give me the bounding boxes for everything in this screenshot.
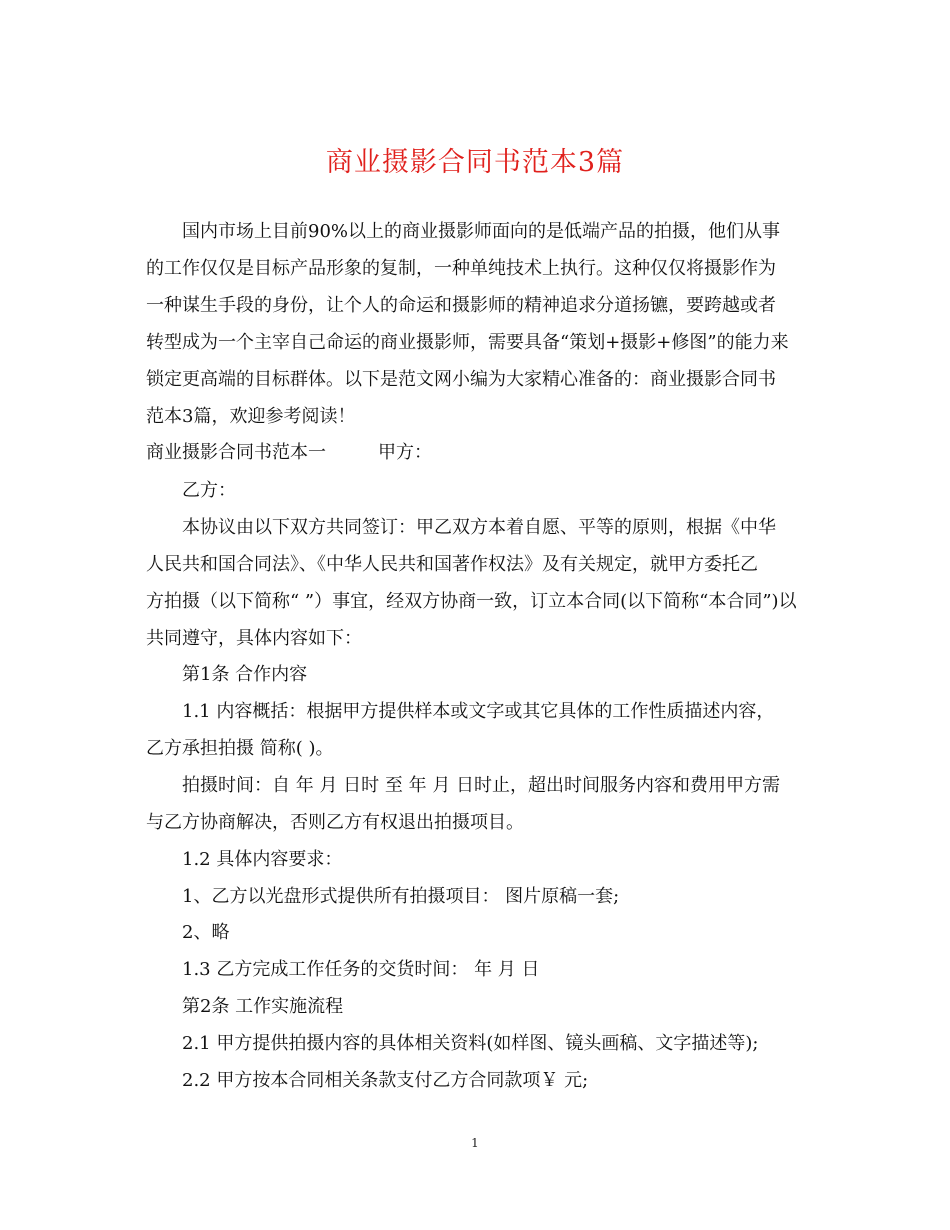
item-1-1-line-2: 乙方承担拍摄 简称( )。 bbox=[146, 738, 334, 759]
document-title: 商业摄影合同书范本3篇 bbox=[325, 147, 625, 178]
intro-line-1: 国内市场上目前90%以上的商业摄影师面向的是低端产品的拍摄，他们从事 bbox=[182, 221, 781, 242]
article-1-title: 第1条 合作内容 bbox=[182, 664, 308, 685]
item-1-3: 1.3 乙方完成工作任务的交货时间： 年 月 日 bbox=[182, 959, 540, 980]
party-b-label: 乙方： bbox=[182, 480, 236, 501]
agreement-line-4: 共同遵守，具体内容如下： bbox=[146, 628, 362, 649]
requirement-1: 1、乙方以光盘形式提供所有拍摄项目： 图片原稿一套; bbox=[182, 886, 620, 907]
agreement-line-3: 方拍摄（以下简称“ ”）事宜，经双方协商一致，订立本合同(以下简称“本合同”)以 bbox=[146, 591, 797, 612]
article-2-title: 第2条 工作实施流程 bbox=[182, 996, 344, 1017]
page-number: 1 bbox=[471, 1136, 479, 1150]
intro-line-3: 一种谋生手段的身份，让个人的命运和摄影师的精神追求分道扬镳，要跨越或者 bbox=[146, 295, 776, 316]
shooting-time-line-1: 拍摄时间：自 年 月 日时 至 年 月 日时止，超出时间服务内容和费用甲方需 bbox=[182, 775, 781, 796]
item-2-2: 2.2 甲方按本合同相关条款支付乙方合同款项￥ 元; bbox=[182, 1070, 589, 1091]
intro-line-6: 范本3篇，欢迎参考阅读！ bbox=[146, 406, 356, 427]
shooting-time-line-2: 与乙方协商解决，否则乙方有权退出拍摄项目。 bbox=[146, 812, 524, 833]
requirement-2: 2、略 bbox=[182, 922, 230, 943]
contract-heading-row bbox=[146, 440, 432, 466]
intro-line-4: 转型成为一个主宰自己命运的商业摄影师，需要具备“策划+摄影+修图”的能力来 bbox=[146, 332, 789, 353]
agreement-line-1: 本协议由以下双方共同签订：甲乙双方本着自愿、平等的原则，根据《中华 bbox=[182, 517, 776, 538]
item-1-1-line-1: 1.1 内容概括：根据甲方提供样本或文字或其它具体的工作性质描述内容， bbox=[182, 701, 775, 722]
intro-line-2: 的工作仅仅是目标产品形象的复制，一种单纯技术上执行。这种仅仅将摄影作为 bbox=[146, 258, 776, 279]
agreement-line-2: 人民共和国合同法》、《中华人民共和国著作权法》及有关规定，就甲方委托乙 bbox=[146, 554, 758, 575]
item-2-1: 2.1 甲方提供拍摄内容的具体相关资料(如样图、镜头画稿、文字描述等); bbox=[182, 1033, 759, 1054]
party-a-label: 甲方： bbox=[378, 442, 432, 463]
item-1-2: 1.2 具体内容要求： bbox=[182, 849, 343, 870]
contract-heading: 商业摄影合同书范本一 bbox=[146, 442, 326, 463]
intro-line-5: 锁定更高端的目标群体。以下是范文网小编为大家精心准备的：商业摄影合同书 bbox=[146, 369, 776, 390]
